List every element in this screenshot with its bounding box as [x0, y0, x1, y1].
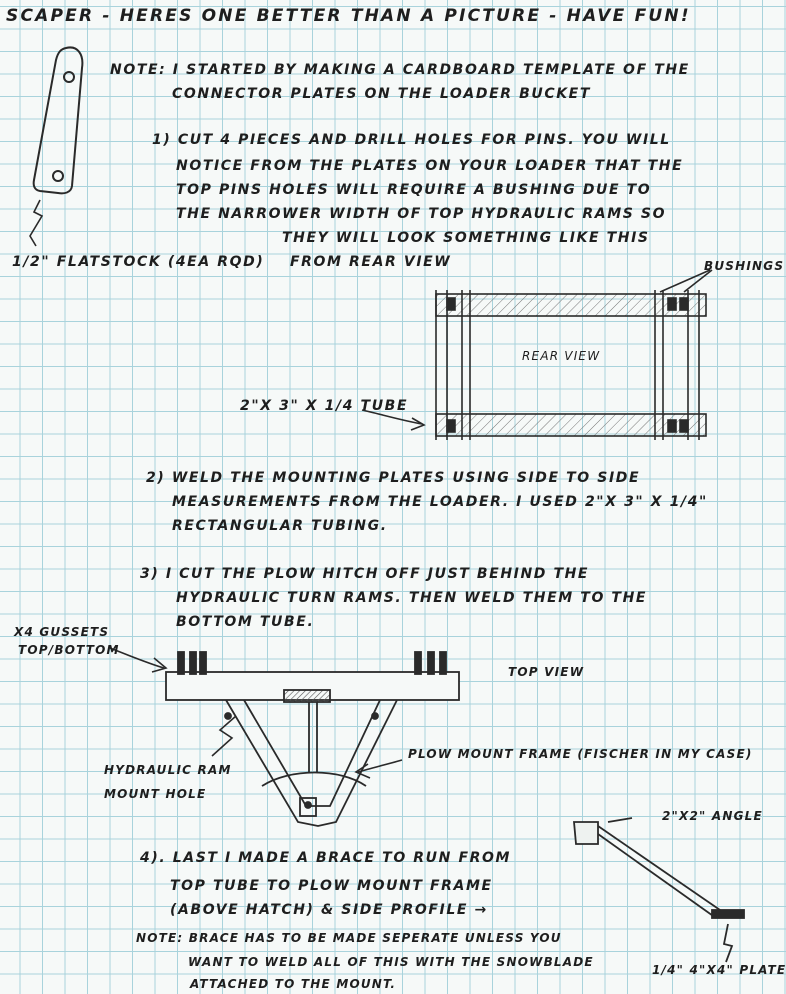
step4-line-2: TOP TUBE TO PLOW MOUNT FRAME: [170, 878, 493, 894]
plate-template-sketch: [34, 47, 83, 193]
top-view-drawing: [166, 652, 459, 826]
step3-line-3: BOTTOM TUBE.: [176, 614, 315, 630]
step1-line-3: TOP PINS HOLES WILL REQUIRE A BUSHING DUE TO: [176, 182, 652, 198]
tube-label: 2"X 3" X 1/4 TUBE: [240, 398, 409, 414]
brace-note-line-2: WANT TO WELD ALL OF THIS WITH THE SNOWBLADE: [188, 955, 594, 969]
ram-label-1: HYDRAULIC RAM: [104, 763, 232, 777]
step4-line-3: (ABOVE HATCH) & SIDE PROFILE →: [170, 902, 488, 918]
brace-note-line-1: NOTE: BRACE HAS TO BE MADE SEPERATE UNLESS YOU: [136, 931, 562, 945]
bushings-label: BUSHINGS: [704, 259, 785, 273]
step1-line-5: THEY WILL LOOK SOMETHING LIKE THIS: [282, 230, 650, 246]
plate-size-label: 1/4" 4"X4" PLATE: [652, 963, 786, 977]
brace-note-line-3: ATTACHED TO THE MOUNT.: [190, 977, 397, 991]
step2-line-2: MEASUREMENTS FROM THE LOADER. I USED 2"X 3" X 1/4": [172, 494, 708, 510]
top-view-label: TOP VIEW: [508, 665, 585, 679]
note-line-1: NOTE: I STARTED BY MAKING A CARDBOARD TEMPLATE OF THE: [110, 62, 690, 78]
step2-line-1: 2) WELD THE MOUNTING PLATES USING SIDE TO SIDE: [146, 470, 641, 486]
flatstock-label: 1/2" FLATSTOCK (4EA RQD): [12, 254, 265, 270]
plow-frame-label: PLOW MOUNT FRAME (FISCHER IN MY CASE): [408, 747, 753, 761]
note-line-2: CONNECTOR PLATES ON THE LOADER BUCKET: [172, 86, 591, 102]
step3-line-1: 3) I CUT THE PLOW HITCH OFF JUST BEHIND THE: [140, 566, 590, 582]
step4-line-1: 4). LAST I MADE A BRACE TO RUN FROM: [140, 850, 512, 866]
ram-arrow: [212, 716, 236, 756]
step2-line-3: RECTANGULAR TUBING.: [172, 518, 388, 534]
step1-line-1: 1) CUT 4 PIECES AND DRILL HOLES FOR PINS. YOU WILL: [152, 132, 671, 148]
step3-line-2: HYDRAULIC TURN RAMS. THEN WELD THEM TO THE: [176, 590, 648, 606]
angle-label: 2"X2" ANGLE: [662, 809, 763, 823]
gussets-label-1: X4 GUSSETS: [14, 625, 110, 639]
ram-label-2: MOUNT HOLE: [104, 787, 207, 801]
rear-view-label: REAR VIEW: [522, 349, 601, 363]
step1-line-2: NOTICE FROM THE PLATES ON YOUR LOADER THAT THE: [176, 158, 684, 174]
page-title: SCAPER - HERES ONE BETTER THAN A PICTURE - HAVE FUN!: [6, 6, 691, 26]
gussets-label-2: TOP/BOTTOM: [18, 643, 120, 657]
step1-line-6: FROM REAR VIEW: [290, 254, 452, 270]
brace-side-profile: [574, 818, 744, 962]
step1-line-4: THE NARROWER WIDTH OF TOP HYDRAULIC RAMS SO: [176, 206, 667, 222]
plate-leader-squiggle: [30, 200, 42, 246]
